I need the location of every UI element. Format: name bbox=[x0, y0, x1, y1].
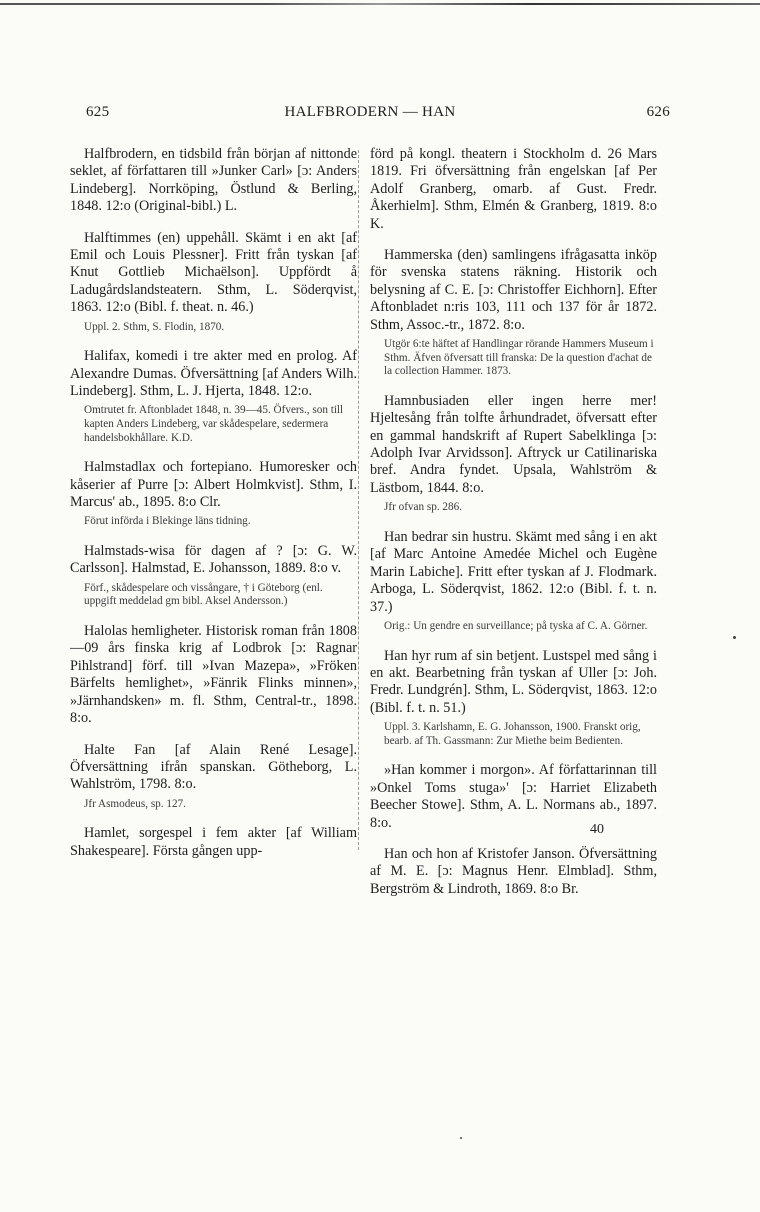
entry-text: Halifax, komedi i tre akter med en prolog. Af Alexandre Dumas. Öfversättning [af Anders Wilh. Lindeberg]. Sthm, L. J. Hjerta, 1848. 12:o. bbox=[70, 348, 357, 400]
entry bbox=[370, 146, 657, 233]
ink-speck bbox=[460, 1137, 462, 1139]
left-page-number: 625 bbox=[86, 104, 110, 120]
entry bbox=[70, 230, 357, 335]
entry bbox=[370, 846, 657, 898]
left-column bbox=[70, 146, 357, 874]
entry bbox=[70, 825, 357, 860]
entry bbox=[70, 623, 357, 727]
entry bbox=[370, 648, 657, 749]
entry bbox=[70, 459, 357, 529]
entry-note: Uppl. 2. Sthm, S. Flodin, 1870. bbox=[84, 320, 225, 333]
entry-text: »Han kommer i morgon». Af författarinnan till »Onkel Toms stuga»' [ɔ: Harriet Elizabeth Beecher Stowe]. Sthm, A. L. Normans ab., 1897. 8:o. bbox=[370, 762, 657, 831]
entry-note: Jfr Asmodeus, sp. 127. bbox=[84, 797, 186, 810]
entry bbox=[70, 146, 357, 216]
entry-text: förd på kongl. theatern i Stockholm d. 26 Mars 1819. Fri öfversättning från engelskan [af Per Adolf Granberg, omarb. af Gust. Fredr. Åkerhielm]. Sthm, Elmén & Granberg, 1819. 8:o K. bbox=[370, 146, 657, 232]
entry bbox=[70, 742, 357, 812]
entry-text: Hamnbusiaden eller ingen herre mer! Hjeltesång från tolfte århundradet, öfversatt efter en gammal handskrift af Rupert Sabelklinga [ɔ: Adolph Ivar Arvidsson]. Aftryck ur Catilinariska bref. Andra fyndet. Upsala, Wahlström & Lästbom, 1844. 8:o. bbox=[370, 392, 657, 496]
entry-text: Hamlet, sorgespel i fem akter [af William Shakespeare]. Första gången upp- bbox=[70, 825, 357, 859]
entry-text: Halmstadlax och fortepiano. Humoresker och kåserier af Purre [ɔ: Albert Holmkvist]. Sthm, I. Marcus' ab., 1895. 8:o Clr. bbox=[70, 459, 357, 511]
entry-text: Halfbrodern, en tidsbild från början af nittonde seklet, af författaren till »Junker Carl» [ɔ: Anders Lindeberg]. Norrköping, Östlund & Berling, 1848. 12:o (Original-bibl.) L. bbox=[70, 146, 357, 215]
ink-speck bbox=[733, 636, 736, 639]
entry bbox=[70, 348, 357, 445]
entry-text: Halte Fan [af Alain René Lesage]. Öfversättning ifrån spanskan. Götheborg, L. Wahlström, 1798. 8:o. bbox=[70, 741, 357, 793]
right-page-number: 626 bbox=[646, 104, 670, 120]
entry-note: Förut införda i Blekinge läns tidning. bbox=[84, 515, 251, 528]
entry-note: Orig.: Un gendre en surveillance; på tyska af C. A. Görner. bbox=[384, 619, 648, 632]
entry bbox=[370, 393, 657, 515]
entry bbox=[370, 247, 657, 379]
entry-text: Hammerska (den) samlingens ifrågasatta inköp för svenska statens räkning. Historik och belysning af C. E. [ɔ: Christoffer Eichhorn]. Efter Aftonbladet n:ris 103, 111 och 137 för år 1872. Sthm, Assoc.-tr., 1872. 8:o. bbox=[370, 247, 657, 333]
entry-note: Jfr ofvan sp. 286. bbox=[384, 501, 462, 514]
signature-number: 40 bbox=[590, 822, 604, 837]
entry-text: Halmstads-wisa för dagen af ? [ɔ: G. W. Carlsson]. Halmstad, E. Johansson, 1889. 8:o v. bbox=[70, 543, 357, 577]
entry-text: Han bedrar sin hustru. Skämt med sång i en akt [af Marc Antoine Amedée Michel och Eugène Marin Labiche]. Fritt efter tyskan af J. Flodmark. Arboga, L. Söderqvist, 1862. 12:o (Bibl. f. t. n. 37.) bbox=[370, 528, 657, 615]
entry-text: Halftimmes (en) uppehåll. Skämt i en akt [af Emil och Louis Plessner]. Fritt från tyskan [af Knut Gottlieb Michaëlson]. Uppfördt å Ladugårdslandsteatern. Sthm, L. Söderqvist, 1863. 12:o (Bibl. f. theat. n. 46.) bbox=[70, 229, 357, 316]
entry-text: Han och hon af Kristofer Janson. Öfversättning af M. E. [ɔ: Magnus Henr. Elmblad]. Sthm, Bergström & Lindroth, 1869. 8:o Br. bbox=[370, 845, 657, 897]
top-scan-rule bbox=[0, 3, 760, 5]
entry-note: Förf., skådespelare och vissångare, † i Göteborg (enl. uppgift meddelad gm bibl. Aksel Andersson.) bbox=[84, 581, 323, 608]
entry-note: Omtrutet fr. Aftonbladet 1848, n. 39—45. Öfvers., son till kapten Anders Lindeberg, var skådespelare, sedermera handelsbokhållare. K.D. bbox=[84, 404, 344, 444]
entry-note: Utgör 6:te häftet af Handlingar rörande Hammers Museum i Sthm. Äfven öfversatt till franska: De la question d'achat de la collection Hammer. 1873. bbox=[384, 338, 654, 378]
entry-text: Halolas hemligheter. Historisk roman från 1808—09 års finska krig af Lodbrok [ɔ: Ragnar Pihlstrand] förf. till »Ivan Mazepa», »Fröken Bärfelts hemlighet», »Fänrik Flinks minnen», »Järnhandsken» m. fl. Sthm, Central-tr., 1898. 8:o. bbox=[70, 623, 357, 727]
right-column bbox=[370, 146, 657, 912]
running-title: HALFBRODERN — HAN bbox=[284, 104, 456, 120]
entry bbox=[70, 543, 357, 609]
entry-text: Han hyr rum af sin betjent. Lustspel med sång i en akt. Bearbetning från tyskan af Uller [ɔ: Joh. Fredr. Lundgrén]. Sthm, L. Söderqvist, 1863. 12:o (Bibl. f. t. n. 51.) bbox=[370, 647, 657, 716]
page-header bbox=[70, 104, 670, 126]
column-divider bbox=[358, 150, 359, 850]
entry bbox=[370, 529, 657, 634]
entry-note: Uppl. 3. Karlshamn, E. G. Johansson, 1900. Franskt orig, bearb. af Th. Gassmann: Zur Miethe beim Bedienten. bbox=[384, 721, 641, 747]
entry bbox=[370, 762, 657, 832]
